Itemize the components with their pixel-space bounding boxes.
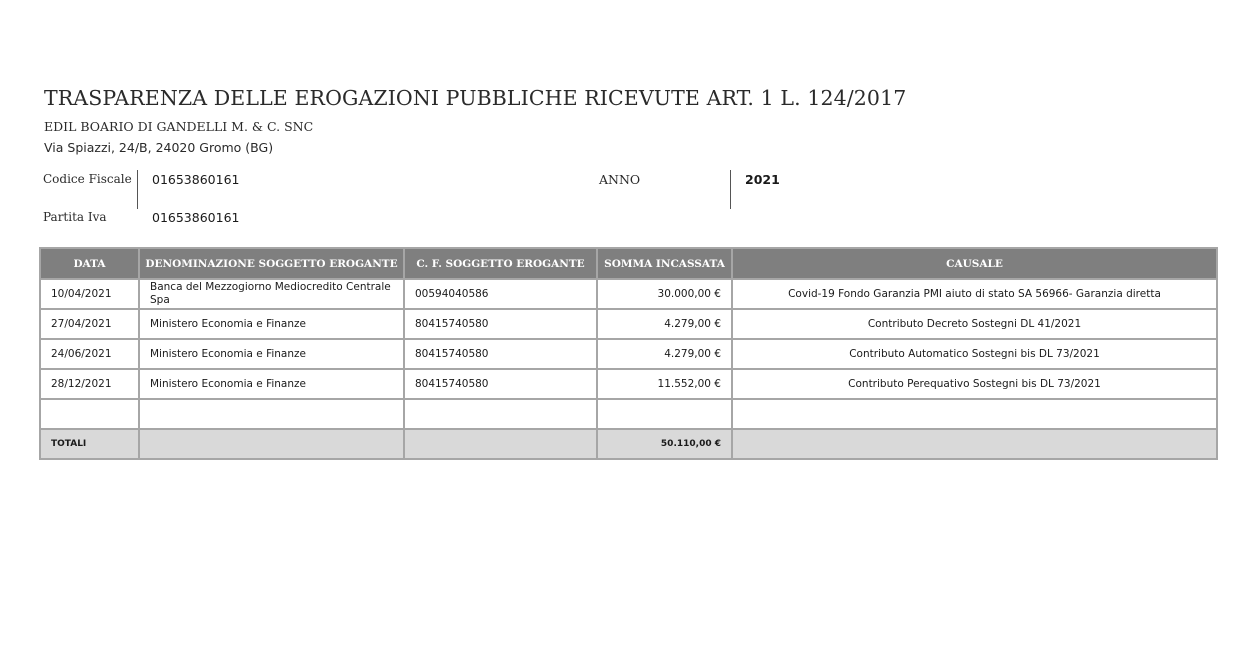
cell-denominazione: Banca del Mezzogiorno Mediocredito Centrale Spa	[139, 279, 404, 309]
cell-cf: 80415740580	[404, 339, 597, 369]
cell-denominazione: Ministero Economia e Finanze	[139, 369, 404, 399]
cell-denominazione: Ministero Economia e Finanze	[139, 309, 404, 339]
cell-empty	[404, 399, 597, 429]
header-denominazione: DENOMINAZIONE SOGGETTO EROGANTE	[139, 248, 404, 279]
totals-somma: 50.110,00 €	[597, 429, 732, 459]
anno-value: 2021	[745, 172, 780, 187]
divider-line	[137, 170, 138, 209]
partita-iva-label: Partita Iva	[43, 210, 107, 224]
divider-line	[730, 170, 731, 209]
cell-empty	[597, 399, 732, 429]
cell-empty	[732, 399, 1217, 429]
document-title: TRASPARENZA DELLE EROGAZIONI PUBBLICHE RICEVUTE ART. 1 L. 124/2017	[44, 86, 907, 110]
cell-data: 10/04/2021	[40, 279, 139, 309]
header-data: DATA	[40, 248, 139, 279]
grants-table	[39, 247, 1218, 460]
totals-label: TOTALI	[40, 429, 139, 459]
cell-data: 24/06/2021	[40, 339, 139, 369]
company-address: Via Spiazzi, 24/B, 24020 Gromo (BG)	[44, 140, 274, 155]
cell-empty	[40, 399, 139, 429]
table-row	[40, 369, 1217, 399]
cell-causale: Contributo Perequativo Sostegni bis DL 73/2021	[732, 369, 1217, 399]
codice-fiscale-label: Codice Fiscale	[43, 172, 132, 186]
table-row-empty	[40, 399, 1217, 429]
cell-cf: 80415740580	[404, 369, 597, 399]
cell-empty	[404, 429, 597, 459]
cell-cf: 00594040586	[404, 279, 597, 309]
totals-row	[40, 429, 1217, 459]
cell-empty	[139, 429, 404, 459]
cell-somma: 30.000,00 €	[597, 279, 732, 309]
anno-label: ANNO	[599, 172, 641, 187]
table-row	[40, 309, 1217, 339]
company-name: EDIL BOARIO DI GANDELLI M. & C. SNC	[44, 119, 314, 134]
cell-causale: Covid-19 Fondo Garanzia PMI aiuto di stato SA 56966- Garanzia diretta	[732, 279, 1217, 309]
cell-somma: 11.552,00 €	[597, 369, 732, 399]
cell-somma: 4.279,00 €	[597, 339, 732, 369]
cell-data: 28/12/2021	[40, 369, 139, 399]
cell-denominazione: Ministero Economia e Finanze	[139, 339, 404, 369]
cell-cf: 80415740580	[404, 309, 597, 339]
cell-causale: Contributo Decreto Sostegni DL 41/2021	[732, 309, 1217, 339]
table-header-row	[40, 248, 1217, 279]
cell-data: 27/04/2021	[40, 309, 139, 339]
codice-fiscale-value: 01653860161	[152, 172, 240, 187]
table-row	[40, 279, 1217, 309]
header-causale: CAUSALE	[732, 248, 1217, 279]
cell-causale: Contributo Automatico Sostegni bis DL 73/2021	[732, 339, 1217, 369]
cell-empty	[139, 399, 404, 429]
cell-somma: 4.279,00 €	[597, 309, 732, 339]
table-row	[40, 339, 1217, 369]
partita-iva-value: 01653860161	[152, 210, 240, 225]
cell-empty	[732, 429, 1217, 459]
header-somma: SOMMA INCASSATA	[597, 248, 732, 279]
header-cf: C. F. SOGGETTO EROGANTE	[404, 248, 597, 279]
